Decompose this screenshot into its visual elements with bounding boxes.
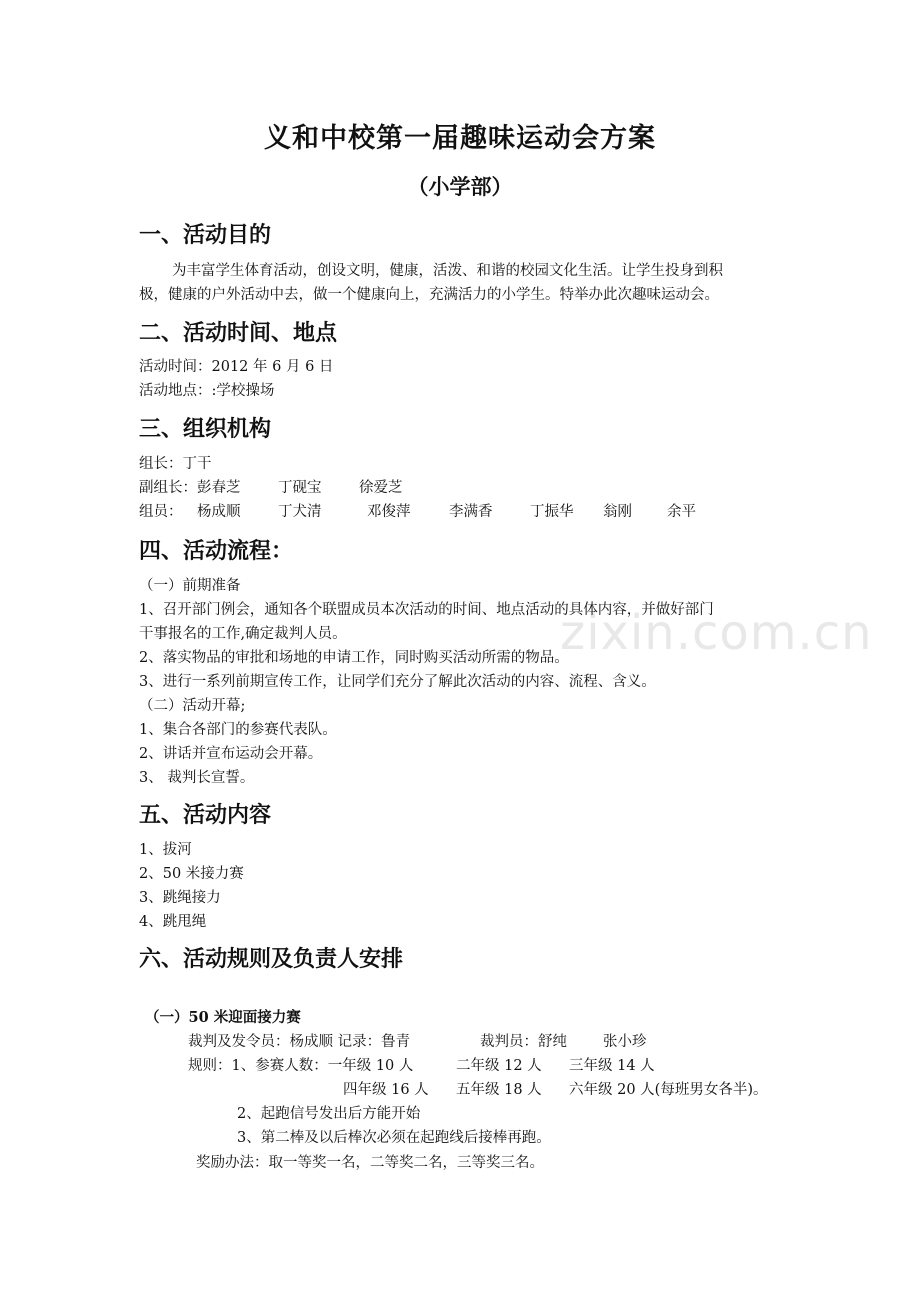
section-heading-rules: 六、活动规则及负责人安排	[139, 947, 404, 972]
process-item: 3、 裁判长宣誓。	[139, 770, 255, 786]
document-title: 义和中校第一届趣味运动会方案	[264, 123, 656, 154]
grade-count: 三年级 14 人	[569, 1058, 655, 1074]
rules-participants: 规则：1、参赛人数：一年级 10 人	[188, 1058, 414, 1074]
process-item: 1、召开部门例会，通知各个联盟成员本次活动的时间、地点活动的具体内容，并做好部门	[139, 602, 714, 618]
grade-count: 二年级 12 人	[456, 1058, 542, 1074]
purpose-paragraph-line: 极，健康的户外活动中去，做一个健康向上，充满活力的小学生。特举办此次趣味运动会。	[139, 287, 719, 303]
activity-place: 活动地点：:学校操场	[139, 383, 275, 399]
member-name: 邓俊萍	[367, 504, 411, 520]
deputy-leader-label: 副组长：彭春芝	[139, 480, 241, 496]
content-item: 2、50 米接力赛	[139, 866, 244, 882]
member-name: 杨成顺	[197, 504, 241, 520]
section-heading-content: 五、活动内容	[139, 803, 272, 828]
section-heading-time-place: 二、活动时间、地点	[139, 321, 338, 346]
relay-race-title: （一）50 米迎面接力赛	[145, 1009, 301, 1026]
deputy-leader-name: 丁砚宝	[278, 480, 322, 496]
awards-line: 奖励办法：取一等奖一名，二等奖二名，三等奖三名。	[196, 1155, 544, 1171]
grade-count: 五年级 18 人	[456, 1082, 542, 1098]
members-label: 组员：	[139, 504, 183, 520]
process-item: 1、集合各部门的参赛代表队。	[139, 722, 337, 738]
process-item: 3、进行一系列前期宣传工作，让同学们充分了解此次活动的内容、流程、含义。	[139, 674, 656, 690]
process-item: 干事报名的工作,确定裁判人员。	[139, 626, 347, 642]
member-name: 翁刚	[603, 504, 632, 520]
process-item: 2、讲话并宣布运动会开幕。	[139, 746, 323, 762]
activity-time: 活动时间：2012 年 6 月 6 日	[139, 359, 334, 375]
content-item: 1、拔河	[139, 842, 192, 858]
judge-name: 张小珍	[603, 1034, 647, 1050]
process-part-title: （二）活动开幕;	[139, 698, 246, 714]
member-name: 余平	[667, 504, 696, 520]
group-leader: 组长：丁干	[139, 456, 212, 472]
document-subtitle: （小学部）	[407, 175, 513, 199]
referee-line: 裁判及发令员：杨成顺 记录：鲁青	[188, 1034, 411, 1050]
watermark: zixin.com.cn	[560, 605, 873, 661]
member-name: 李满香	[449, 504, 493, 520]
judges-line: 裁判员：舒纯	[480, 1034, 567, 1050]
content-item: 4、跳甩绳	[139, 914, 207, 930]
process-part-title: （一）前期准备	[139, 578, 241, 594]
member-name: 丁振华	[530, 504, 574, 520]
section-heading-organization: 三、组织机构	[139, 417, 272, 442]
section-heading-process: 四、活动流程：	[139, 539, 294, 564]
purpose-paragraph-line: 为丰富学生体育活动，创设文明，健康，活泼、和谐的校园文化生活。让学生投身到积	[172, 263, 723, 279]
member-name: 丁犬清	[278, 504, 322, 520]
grade-count: 六年级 20 人(每班男女各半)。	[569, 1082, 768, 1098]
grade-count: 四年级 16 人	[343, 1082, 429, 1098]
rule-item: 2、起跑信号发出后方能开始	[237, 1106, 421, 1122]
section-heading-purpose: 一、活动目的	[139, 223, 272, 248]
rule-item: 3、第二棒及以后棒次必须在起跑线后接棒再跑。	[237, 1130, 551, 1146]
process-item: 2、落实物品的审批和场地的申请工作，同时购买活动所需的物品。	[139, 650, 569, 666]
deputy-leader-name: 徐爱芝	[359, 480, 403, 496]
content-item: 3、跳绳接力	[139, 890, 221, 906]
